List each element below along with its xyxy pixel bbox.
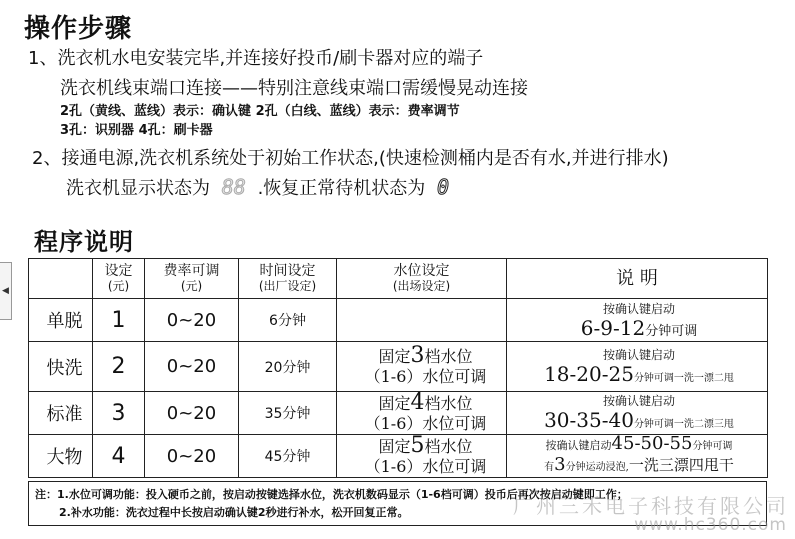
- water-level: 3: [410, 343, 425, 368]
- program-title: 程序说明: [34, 228, 134, 256]
- water-unit: 档水位: [424, 436, 473, 456]
- step2-line1: 2、接通电源,洗衣机系统处于初始工作状态,(快速检测桶内是否有水,并进行排水): [32, 148, 669, 169]
- header-water-label: 水位设定: [393, 262, 450, 279]
- program-desc: [507, 435, 768, 478]
- program-name: 标准: [29, 392, 93, 435]
- desc-have: 有: [544, 462, 555, 473]
- desc-soak: 分钟运动浸泡,: [565, 462, 629, 473]
- program-table: [28, 258, 768, 478]
- note-line2: 2.补水功能：洗衣过程中长按启动确认键2秒进行补水，松开回复正常。: [59, 506, 409, 519]
- side-collapse-tab[interactable]: [0, 262, 12, 320]
- note-line1: 注：1.水位可调功能：投入硬币之前，按启动按键选择水位，洗衣机数码显示（1-6档可调）投币后再次按启动键即工作；: [35, 488, 628, 501]
- table-row: [29, 342, 768, 392]
- table-row: [29, 435, 768, 478]
- step2-line2b: .恢复正常待机状态为: [257, 178, 426, 199]
- desc-times: 6-9-12: [580, 315, 646, 340]
- triangle-left-icon: ◀: [2, 286, 9, 296]
- water-fixed: 固定: [378, 436, 411, 456]
- segment-display-init: 88: [221, 175, 246, 199]
- program-yuan: 1: [93, 299, 145, 342]
- program-time: 6分钟: [239, 299, 337, 342]
- program-name: 单脱: [29, 299, 93, 342]
- program-yuan: 2: [93, 342, 145, 392]
- program-water: [337, 435, 507, 478]
- program-fee: 0~20: [145, 392, 239, 435]
- step1-line4: 3孔：识别器 4孔：刷卡器: [60, 123, 213, 138]
- water-fixed: 固定: [378, 347, 411, 366]
- step2-line2a: 洗衣机显示状态为: [66, 178, 210, 199]
- header-fee: [145, 259, 239, 299]
- table-row: [29, 299, 768, 342]
- step2-line2: [66, 174, 455, 200]
- program-name: 大物: [29, 435, 93, 478]
- step1-line2: 洗衣机线束端口连接——特别注意线束端口需缓慢晃动连接: [60, 78, 528, 99]
- header-blank: [29, 259, 93, 299]
- program-time: 35分钟: [239, 392, 337, 435]
- water-level: 5: [410, 434, 425, 458]
- header-water: [337, 259, 507, 299]
- desc-times: 18-20-25: [544, 361, 634, 386]
- desc-cycle: 一洗三漂四甩干: [628, 456, 734, 474]
- desc-start: 按确认键启动: [602, 301, 675, 316]
- program-time: 45分钟: [239, 435, 337, 478]
- program-time: 20分钟: [239, 342, 337, 392]
- header-water-sub: (出场设定): [392, 278, 451, 293]
- table-row: [29, 392, 768, 435]
- water-adjust: （1-6）水位可调: [364, 413, 487, 433]
- desc-adjust: 分钟可调一洗二漂三甩: [633, 419, 734, 430]
- program-yuan: 4: [93, 435, 145, 478]
- steps-title: 操作步骤: [24, 14, 133, 44]
- header-setting-label: 设定: [104, 262, 133, 279]
- desc-adjust: 分钟可调一洗一漂二甩: [633, 372, 734, 384]
- desc-start: 按确认键启动: [602, 394, 675, 408]
- desc-start: 按确认键启动: [602, 347, 675, 362]
- header-setting-unit: (元): [107, 278, 130, 293]
- desc-times: 45-50-55: [611, 434, 693, 454]
- program-yuan: 3: [93, 392, 145, 435]
- program-fee: 0~20: [145, 299, 239, 342]
- program-water: [337, 299, 507, 342]
- water-unit: 档水位: [424, 347, 473, 366]
- header-time: [239, 259, 337, 299]
- header-fee-unit: (元): [180, 278, 203, 293]
- header-fee-label: 费率可调: [163, 262, 220, 279]
- program-desc: [507, 392, 768, 435]
- desc-adjust: 分钟可调: [645, 323, 698, 339]
- watermark-site: www.hc360.com: [634, 515, 787, 535]
- watermark-company: 广州三禾电子科技有限公司: [513, 494, 789, 518]
- desc-soak-minutes: 3: [554, 454, 566, 475]
- program-desc: [507, 342, 768, 392]
- water-unit: 档水位: [424, 393, 473, 413]
- step1-line3: 2孔（黄线、蓝线）表示：确认键 2孔（白线、蓝线）表示：费率调节: [60, 104, 460, 119]
- water-level: 4: [410, 391, 425, 415]
- program-name: 快洗: [29, 342, 93, 392]
- program-water: [337, 342, 507, 392]
- header-time-label: 时间设定: [259, 262, 316, 279]
- water-adjust: （1-6）水位可调: [364, 367, 487, 386]
- desc-start: 按确认键启动: [545, 439, 612, 452]
- program-fee: 0~20: [145, 435, 239, 478]
- water-adjust: （1-6）水位可调: [364, 456, 487, 476]
- segment-display-standby: 0: [437, 175, 450, 199]
- program-water: [337, 392, 507, 435]
- header-time-sub: (出厂设定): [258, 278, 317, 293]
- program-fee: 0~20: [145, 342, 239, 392]
- step1-line1: 1、洗衣机水电安装完毕,并连接好投币/刷卡器对应的端子: [28, 48, 484, 69]
- water-fixed: 固定: [378, 393, 411, 413]
- header-setting: [93, 259, 145, 299]
- desc-adjust: 分钟可调: [692, 441, 733, 452]
- header-note: 说 明: [507, 259, 768, 299]
- desc-times: 30-35-40: [544, 408, 634, 432]
- program-desc: [507, 299, 768, 342]
